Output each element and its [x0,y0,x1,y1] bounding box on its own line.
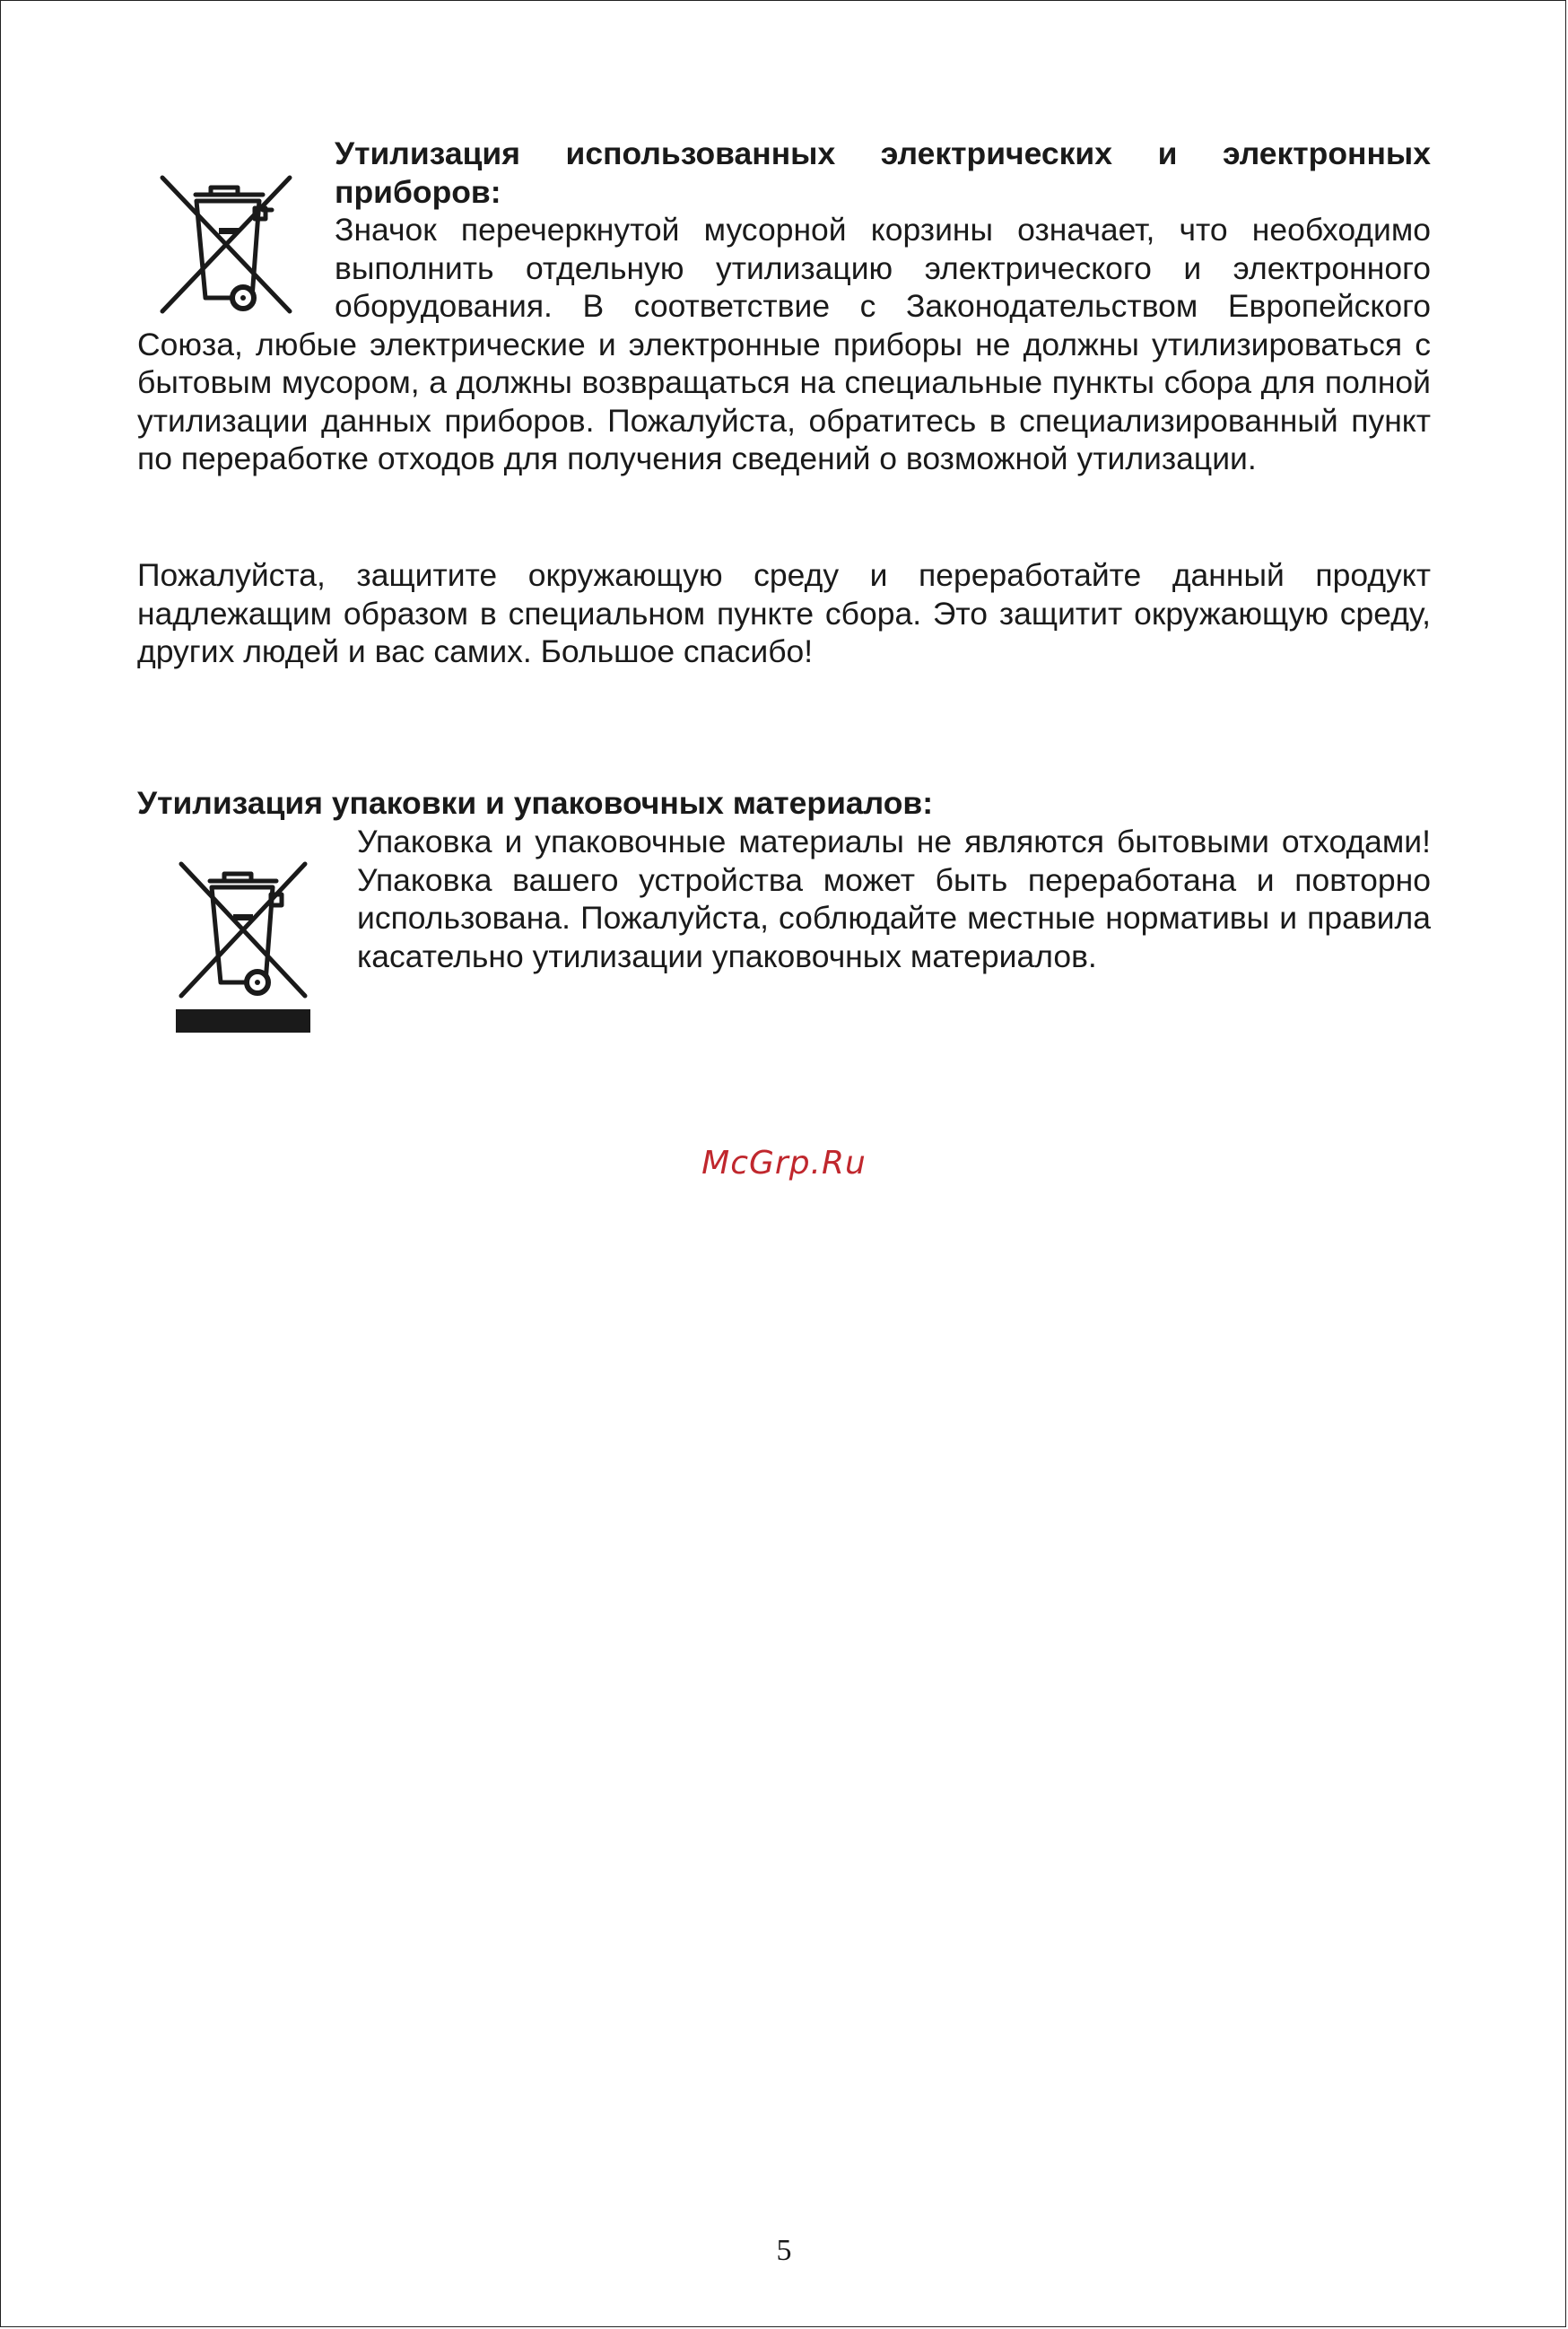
crossed-out-bin-with-bar-icon [170,857,323,1036]
page-number: 5 [776,2234,792,2267]
watermark: McGrp.Ru [701,1145,867,1182]
crossed-out-bin-icon [137,138,335,318]
section-electrical-note: Пожалуйста, защитите окружающую среду и переработайте данный продукт надлежащим образом в специальном пункте сбора. Это защитит окружающую среду, других людей и вас самих. Большое спасибо! [137,557,1431,669]
section-electrical-heading: Утилизация использованных электрических и электронных приборов: [335,135,1431,210]
section-packaging-body: Упаковка и упаковочные материалы не являются бытовыми отходами! Упаковка вашего устройства может быть переработана и повторно использована. Пожалуйста, соблюдайте местные нормативы и правила касательно утилизации упаковочных материалов. [357,824,1431,974]
section-electrical-body: Значок перечеркнутой мусорной корзины означает, что необходимо выполнить отдельную утилизацию электрического и электронного оборудования. В соответствие с Законодательством Европейского Союза, любые электрические и электронные приборы не должны утилизироваться с бытовым мусором, а должны возвращаться на специальные пункты сбора для полной утилизации данных приборов. Пожалуйста, обратитесь в специализированный пункт по переработке отходов для получения сведений о возможной утилизации. [137,212,1431,476]
section-packaging-heading: Утилизация упаковки и упаковочных материалов: [137,785,934,821]
section-electrical [137,135,1431,478]
